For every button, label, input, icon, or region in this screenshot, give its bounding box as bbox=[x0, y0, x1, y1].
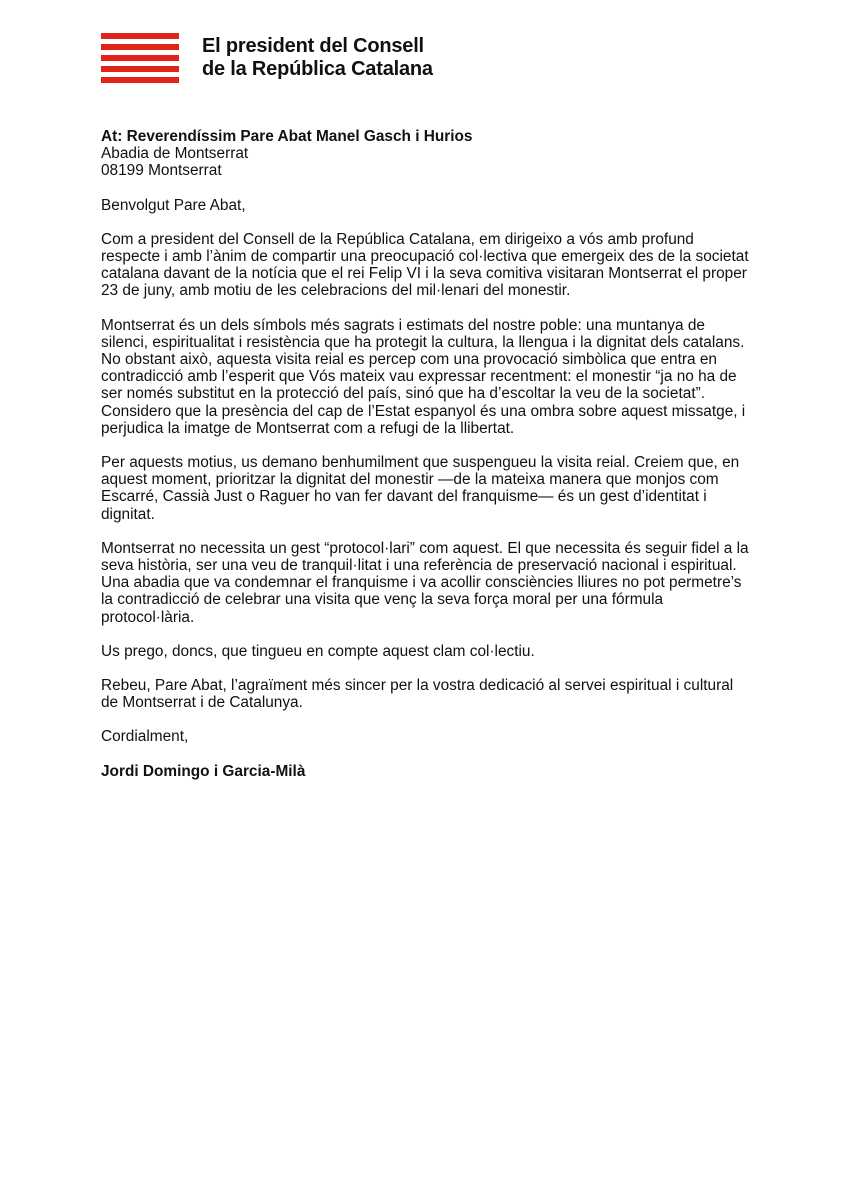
closing: Cordialment, bbox=[101, 728, 189, 746]
logo-stripe bbox=[101, 55, 179, 61]
body-paragraph: Us prego, doncs, que tingueu en compte aquest clam col·lectiu. bbox=[101, 642, 535, 660]
body-paragraph: Per aquests motius, us demano benhumilment que suspengueu la visita reial. Creiem que, en aquest moment, prioritzar la dignitat del monestir —de la mateixa manera que monjos com Escarré, Cassià Just o Raguer ho van fer davant del franquisme— és un gest d’identitat i dignitat. bbox=[101, 454, 740, 523]
recipient-postal: 08199 Montserrat bbox=[101, 162, 222, 180]
logo-stripe bbox=[101, 66, 179, 72]
letterhead-title bbox=[202, 35, 433, 81]
body-paragraph: Com a president del Consell de la República Catalana, em dirigeixo a vós amb profund respecte i amb l’ànim de compartir una preocupació col·lectiva que emergeix des de la societat catalana davant de la notícia que el rei Felip VI i la seva comitiva visitaran Montserrat el proper 23 de juny, amb motiu de les celebracions del mil·lenari del monestir. bbox=[101, 230, 749, 300]
letterhead-line-1: El president del Consell bbox=[202, 35, 424, 57]
salutation: Benvolgut Pare Abat, bbox=[101, 196, 246, 214]
logo-stripe bbox=[101, 33, 179, 39]
letterhead-line-2: de la República Catalana bbox=[202, 58, 433, 80]
logo-stripe bbox=[101, 77, 179, 83]
letter-body bbox=[101, 128, 751, 797]
logo-stripe bbox=[101, 44, 179, 50]
body-paragraph: Rebeu, Pare Abat, l’agraïment més sincer per la vostra dedicació al servei espiritual i cultural de Montserrat i de Catalunya. bbox=[101, 677, 734, 712]
recipient-institution: Abadia de Montserrat bbox=[101, 145, 249, 163]
council-logo bbox=[101, 33, 179, 85]
body-paragraph: Montserrat és un dels símbols més sagrats i estimats del nostre poble: una muntanya de silenci, espiritualitat i resistència que ha protegit la cultura, la llengua i la dignitat dels catalans. No obstant això, aquesta visita reial es percep com una provocació simbòlica que entra en contradicció amb l’esperit que Vós mateix vau expressar recentment: el monestir “ja no ha de ser només substitut en la protecció del país, sinó que ha d’escoltar la veu de la societat”. Considero que la presència del cap de l’Estat espanyol és una ombra sobre aquest missatge, i perjudica la imatge de Montserrat com a refugi de la llibertat. bbox=[101, 316, 746, 437]
recipient-address bbox=[101, 128, 751, 180]
body-paragraph: Montserrat no necessita un gest “protocol·lari” com aquest. El que necessita és seguir fidel a la seva història, ser una veu de tranquil·litat i una referència de preservació nacional i espiritual. Una abadia que va condemnar el franquisme i va acollir consciències lliures no pot permetre’s la contradicció de celebrar una visita que venç la seva força moral per una fórmula protocol·lària. bbox=[101, 539, 749, 626]
signature-name: Jordi Domingo i Garcia-Milà bbox=[101, 762, 306, 780]
recipient-name: At: Reverendíssim Pare Abat Manel Gasch i Hurios bbox=[101, 128, 473, 145]
